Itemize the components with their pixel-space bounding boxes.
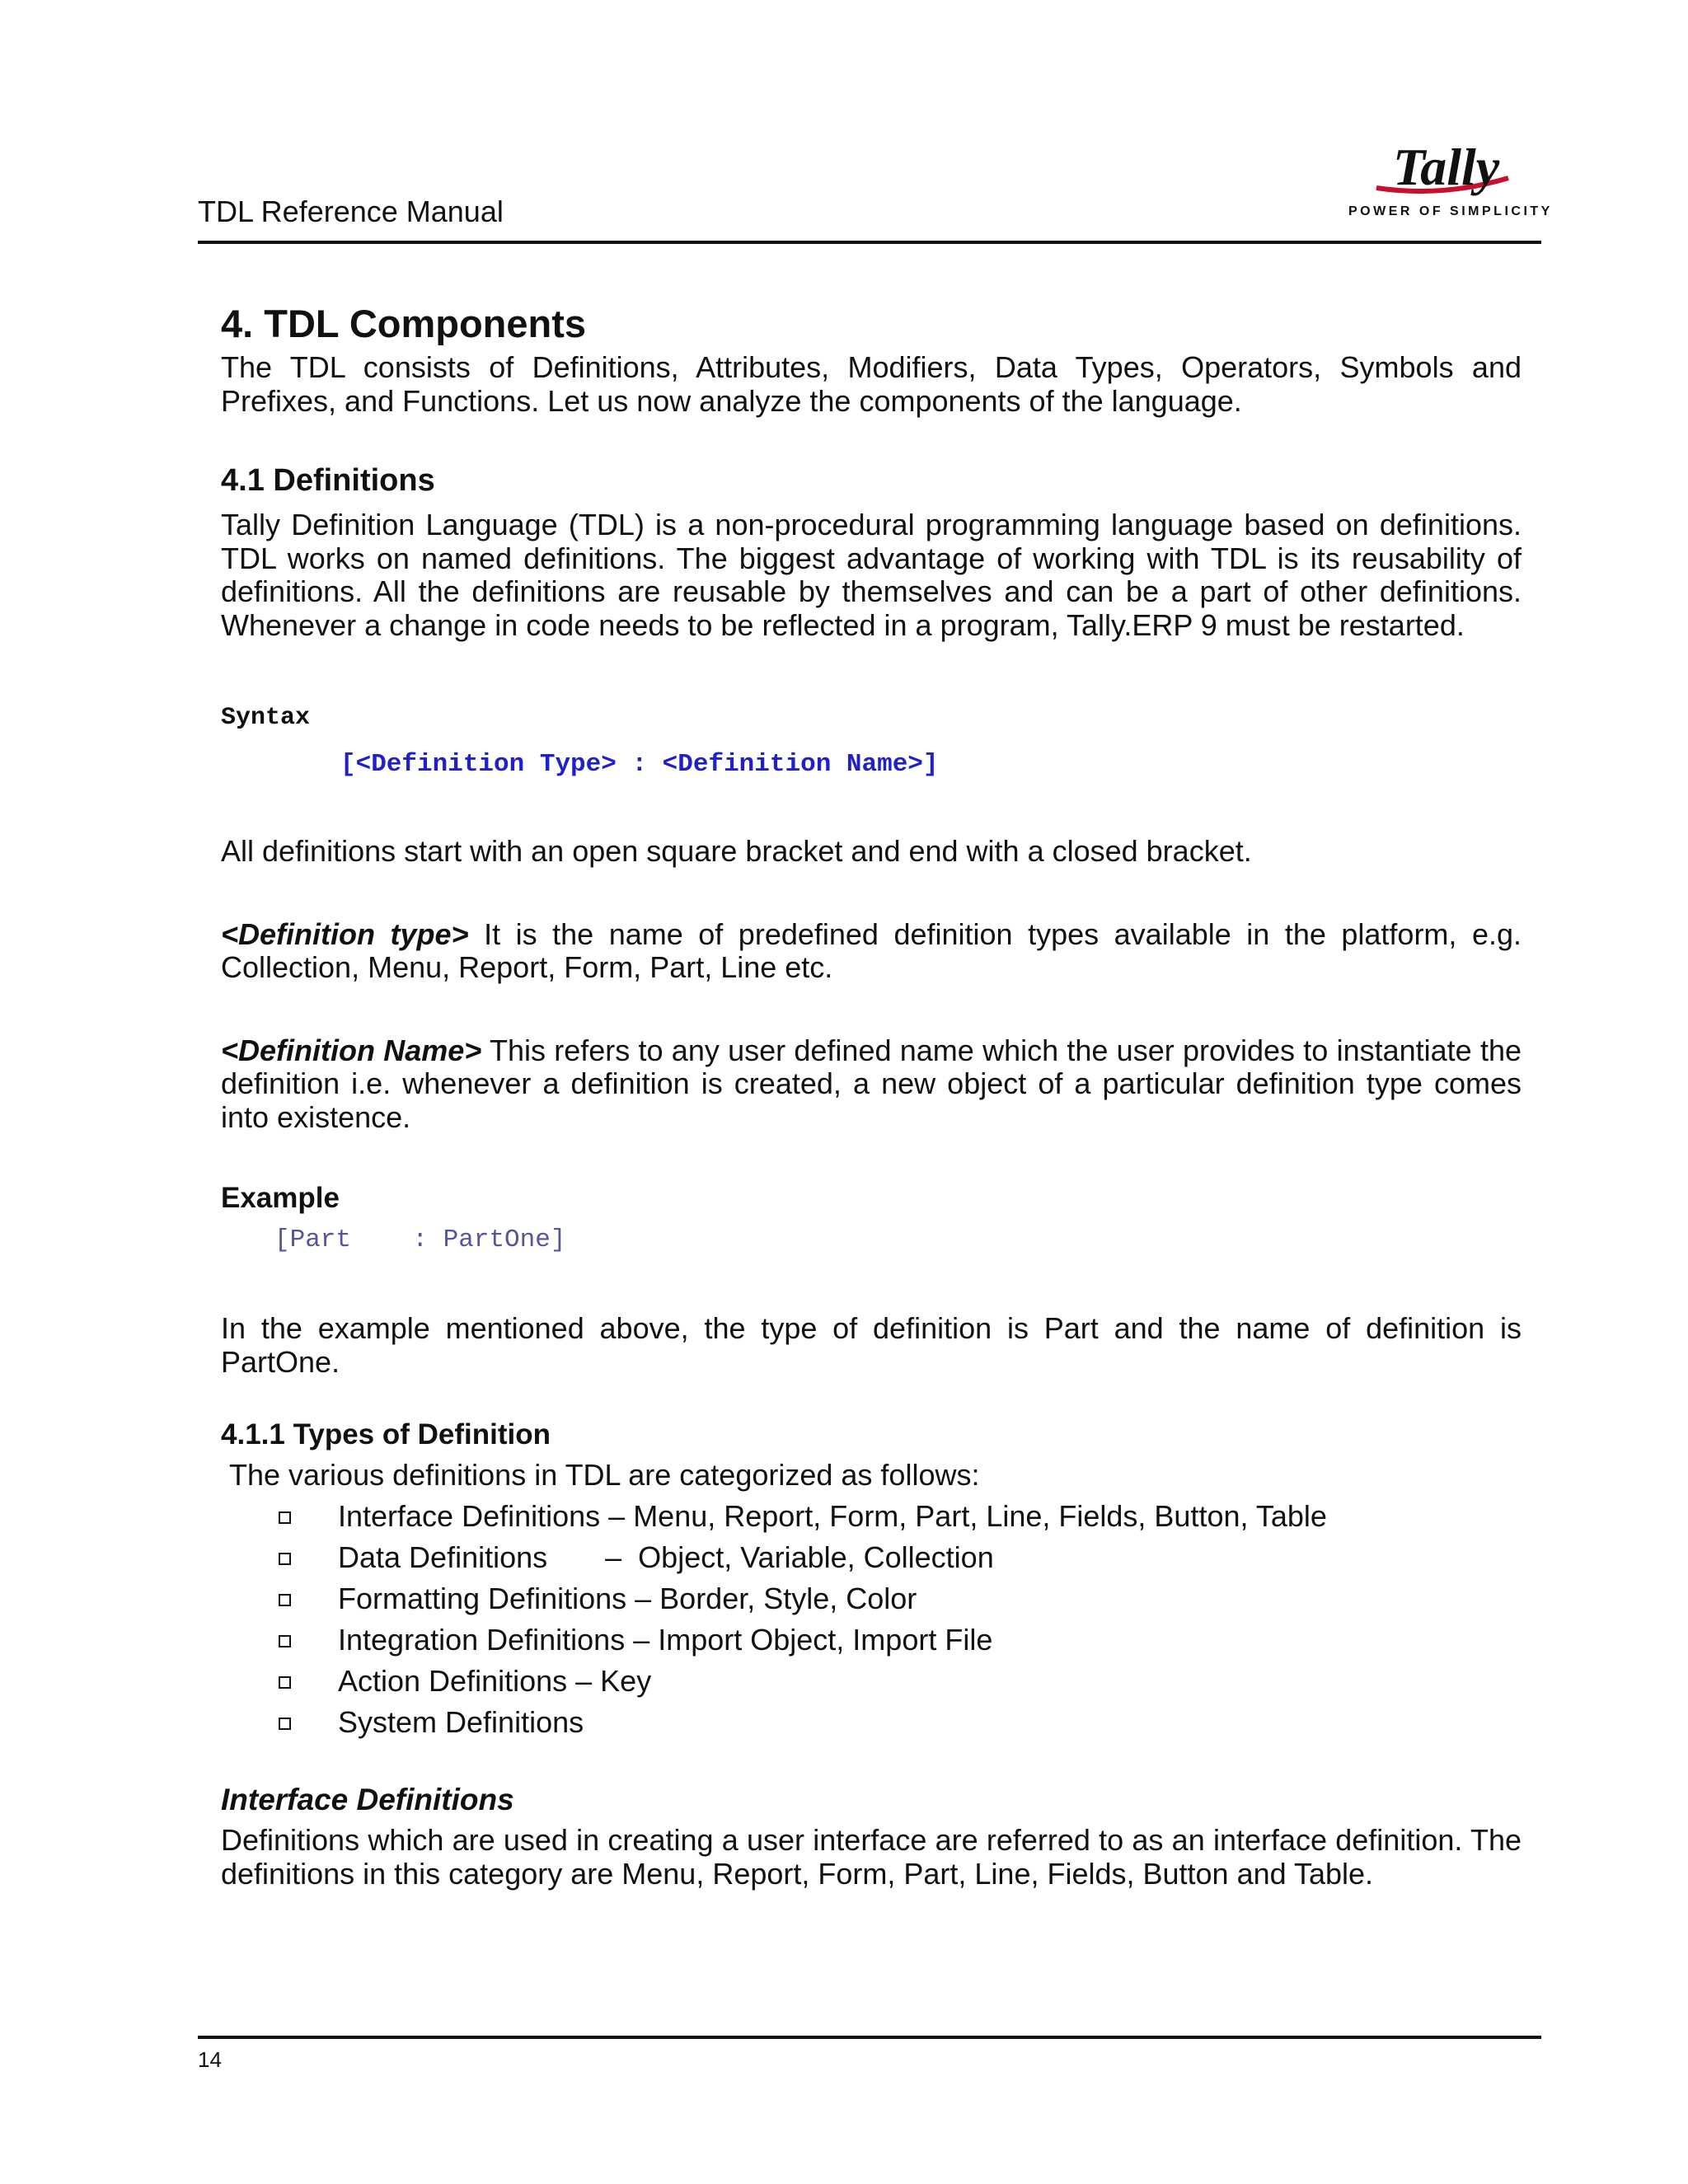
interface-definitions-paragraph: Definitions which are used in creating a user interface are referred to as an interface definition. The definitions in this category are Menu, Report, Form, Part, Line, Fields, Button and Table. (221, 1823, 1522, 1891)
page-content (221, 297, 1522, 1891)
definitions-heading: 4.1 Definitions (221, 463, 435, 498)
definition-name-paragraph (221, 1034, 1522, 1135)
definition-type-paragraph (221, 918, 1522, 985)
example-description: In the example mentioned above, the type of definition is Part and the name of definition is PartOne. (221, 1311, 1522, 1379)
square-bullet-icon (279, 1718, 291, 1730)
definition-type-term: <Definition type> (221, 916, 469, 951)
footer-rule (198, 2036, 1541, 2039)
square-bullet-icon (279, 1676, 291, 1689)
types-intro: The various definitions in TDL are categorized as follows: (229, 1458, 980, 1492)
square-bullet-icon (279, 1511, 291, 1524)
example-code: [Part : PartOne] (274, 1226, 566, 1254)
syntax-label: Syntax (221, 704, 311, 732)
syntax-code: [<Definition Type> : <Definition Name>] (340, 750, 939, 779)
tally-logo (1343, 137, 1553, 219)
list-item: Action Definitions – Key (279, 1661, 1522, 1702)
types-heading: 4.1.1 Types of Definition (221, 1418, 551, 1451)
square-bullet-icon (279, 1635, 291, 1647)
header-rule (198, 241, 1541, 244)
list-item: Data Definitions – Object, Variable, Collection (279, 1537, 1522, 1578)
list-item: System Definitions (279, 1702, 1522, 1743)
definition-type-desc: It is the name of predefined definition types available in the platform, e.g. Collection, Menu, Report, Form, Part, Line etc. (221, 916, 1522, 984)
square-bullet-icon (279, 1594, 291, 1606)
logo-wordmark: Tally (1393, 138, 1500, 196)
logo-tagline: POWER OF SIMPLICITY (1348, 204, 1553, 218)
page-number: 14 (198, 2047, 222, 2072)
example-label: Example (221, 1182, 340, 1214)
definition-name-term: <Definition Name> (221, 1033, 482, 1067)
list-item: Formatting Definitions – Border, Style, Color (279, 1578, 1522, 1619)
brackets-note: All definitions start with an open square bracket and end with a closed bracket. (221, 834, 1252, 868)
interface-definitions-heading: Interface Definitions (221, 1783, 514, 1816)
list-item: Interface Definitions – Menu, Report, Form, Part, Line, Fields, Button, Table (279, 1496, 1522, 1537)
definition-types-list (221, 1496, 1522, 1743)
definitions-paragraph: Tally Definition Language (TDL) is a non-procedural programming language based on definitions. TDL works on named definitions. The biggest advantage of working with TDL is its reusability of definitions. All the definitions are reusable by themselves and can be a part of other definitions. Whenever a change in code needs to be reflected in a program, Tally.ERP 9 must be restarted. (221, 508, 1522, 642)
running-header-title: TDL Reference Manual (198, 194, 504, 228)
square-bullet-icon (279, 1553, 291, 1565)
section-heading: 4. TDL Components (221, 302, 587, 345)
section-intro: The TDL consists of Definitions, Attributes, Modifiers, Data Types, Operators, Symbols and Prefixes, and Functions. Let us now analyze the components of the language. (221, 350, 1522, 418)
list-item: Integration Definitions – Import Object, Import File (279, 1619, 1522, 1661)
definition-name-desc: This refers to any user defined name which the user provides to instantiate the definition i.e. whenever a definition is created, a new object of a particular definition type comes into existence. (221, 1033, 1522, 1134)
